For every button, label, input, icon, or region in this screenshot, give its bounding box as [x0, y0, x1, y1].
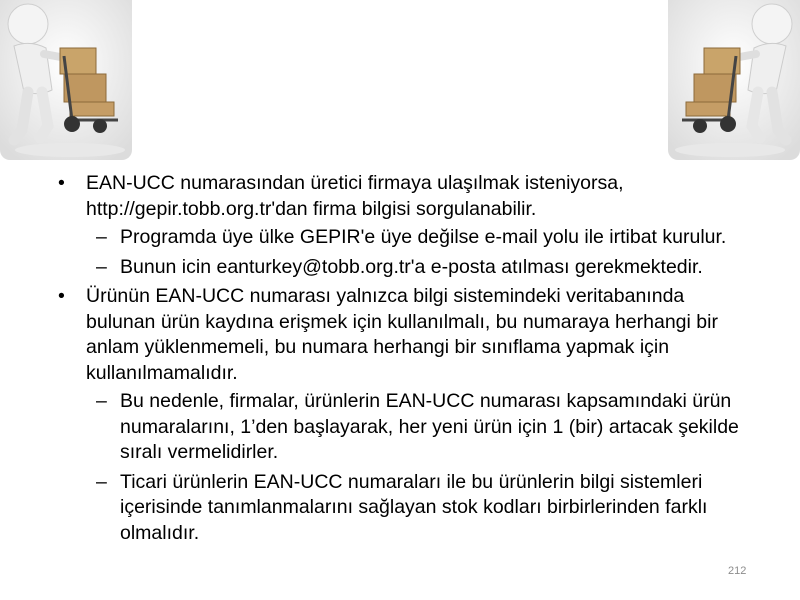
sub-bullet-marker: – [96, 470, 107, 493]
sub-bullet-text: Bunun icin eanturkey@tobb.org.tr'a e-posta atılması gerekmektedir. [120, 255, 703, 278]
hand-truck-icon [0, 0, 132, 160]
sub-bullet-text: Bu nedenle, firmalar, ürünlerin EAN-UCC numarası kapsamındaki ürün numaralarını, 1’den başlayarak, her yeni ürün için 1 (bir) artacak şekilde sıralı vermelidirler. [120, 390, 739, 463]
page-number: 212 [728, 565, 747, 577]
hand-truck-icon [668, 0, 800, 160]
sub-bullet-marker: – [96, 255, 107, 278]
sub-bullet-marker: – [96, 226, 107, 248]
bullet-text: Ürünün EAN-UCC numarası yalnızca bilgi sistemindeki veritabanında bulunan ürün kaydına erişmek için kullanılmalı, bu numaraya herhangi bir anlam yüklenmemeli, bu numara herhangi bir sınıflama yapmak için kullanılmamalıdır. [86, 285, 718, 384]
bullet-item [58, 284, 748, 386]
sub-bullet-item [58, 470, 748, 547]
sub-bullet-text: Ticari ürünlerin EAN-UCC numaraları ile bu ürünlerin bilgi sistemleri içerisinde tanımlanmalarını sağlayan stok kodları birbirlerinden farklı olmalıdır. [120, 470, 708, 544]
bullet-marker: • [58, 172, 65, 194]
slide-content [58, 171, 748, 550]
delivery-person-image-right [668, 0, 800, 160]
delivery-person-image-left [0, 0, 132, 160]
sub-bullet-item [58, 389, 748, 466]
sub-bullet-item [58, 255, 748, 281]
sub-bullet-text: Programda üye ülke GEPIR'e üye değilse e-mail yolu ile irtibat kurulur. [120, 226, 727, 248]
sub-bullet-item [58, 225, 748, 251]
bullet-text: EAN-UCC numarasından üretici firmaya ulaşılmak isteniyorsa, http://gepir.tobb.org.tr'dan firma bilgisi sorgulanabilir. [86, 172, 624, 220]
bullet-marker: • [58, 285, 65, 307]
sub-bullet-marker: – [96, 390, 107, 412]
bullet-item [58, 171, 748, 222]
